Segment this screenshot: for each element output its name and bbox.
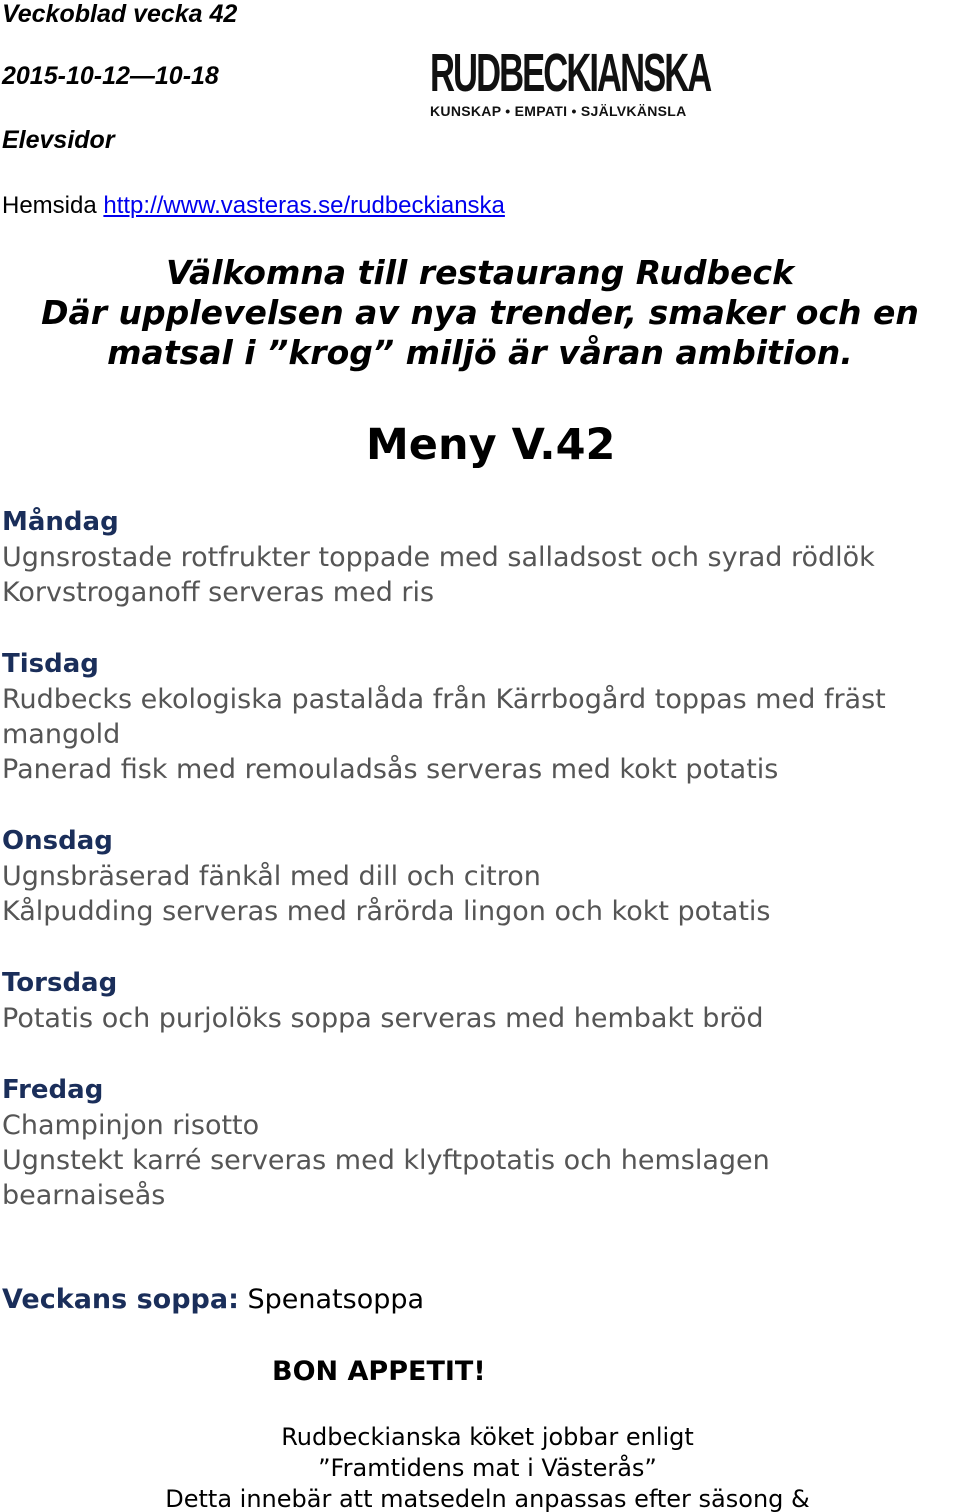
homepage-line: [2, 192, 505, 220]
welcome-line: Där upplevelsen av nya trender, smaker och en: [41, 293, 919, 332]
logo-tagline: KUNSKAP • EMPATI • SJÄLVKÄNSLA: [430, 103, 687, 119]
soup-value: Spenatsoppa: [238, 1284, 425, 1315]
homepage-label: Hemsida: [2, 192, 104, 219]
logo-name: RUDBECKIANSKA: [430, 43, 711, 103]
menu-title: Meny V.42: [366, 420, 616, 470]
dish: Potatis och purjolöks soppa serveras med hembakt bröd: [2, 1003, 764, 1034]
dish: Panerad fisk med remouladsås serveras med kokt potatis: [2, 754, 779, 785]
day-name: Fredag: [2, 1075, 104, 1105]
welcome-text: [0, 253, 960, 373]
homepage-link[interactable]: http://www.vasteras.se/rudbeckianska: [103, 192, 505, 219]
pupil-pages: Elevsidor: [2, 126, 115, 154]
weekly-soup: [2, 1284, 424, 1315]
dish: Ugnsbräserad fänkål med dill och citron: [2, 861, 541, 892]
dish: Champinjon risotto: [2, 1110, 260, 1141]
dish: mangold: [2, 719, 121, 750]
footer-line: Detta innebär att matsedeln anpassas efter säsong &: [165, 1485, 810, 1512]
dish: bearnaiseås: [2, 1180, 166, 1211]
soup-label: Veckans soppa:: [2, 1284, 239, 1315]
day-friday: [2, 1072, 960, 1213]
day-name: Onsdag: [2, 826, 113, 856]
day-name: Tisdag: [2, 649, 99, 679]
dish: Kålpudding serveras med rårörda lingon och kokt potatis: [2, 896, 771, 927]
day-name: Torsdag: [2, 968, 118, 998]
footer-line: Rudbeckianska köket jobbar enligt: [281, 1423, 694, 1451]
day-monday: [2, 504, 960, 610]
day-wednesday: [2, 823, 960, 929]
dish: Rudbecks ekologiska pastalåda från Kärrbogård toppas med fräst: [2, 684, 886, 715]
weekly-menu: [2, 504, 960, 1249]
school-logo: [430, 43, 750, 126]
day-thursday: [2, 965, 960, 1036]
dish: Korvstroganoff serveras med ris: [2, 577, 435, 608]
dish: Ugnsrostade rotfrukter toppade med salladsost och syrad rödlök: [2, 542, 875, 573]
week-title: Veckoblad vecka 42: [2, 0, 238, 28]
day-name: Måndag: [2, 507, 119, 537]
welcome-line: Välkomna till restaurang Rudbeck: [165, 253, 795, 292]
bon-appetit: BON APPETIT!: [272, 1356, 486, 1387]
footer-line: ”Framtidens mat i Västerås”: [318, 1454, 657, 1482]
date-range: 2015-10-12—10-18: [2, 62, 219, 90]
welcome-line: matsal i ”krog” miljö är våran ambition.: [107, 333, 853, 372]
day-tuesday: [2, 646, 960, 787]
footer-note: [0, 1422, 960, 1512]
dish: Ugnstekt karré serveras med klyftpotatis och hemslagen: [2, 1145, 770, 1176]
